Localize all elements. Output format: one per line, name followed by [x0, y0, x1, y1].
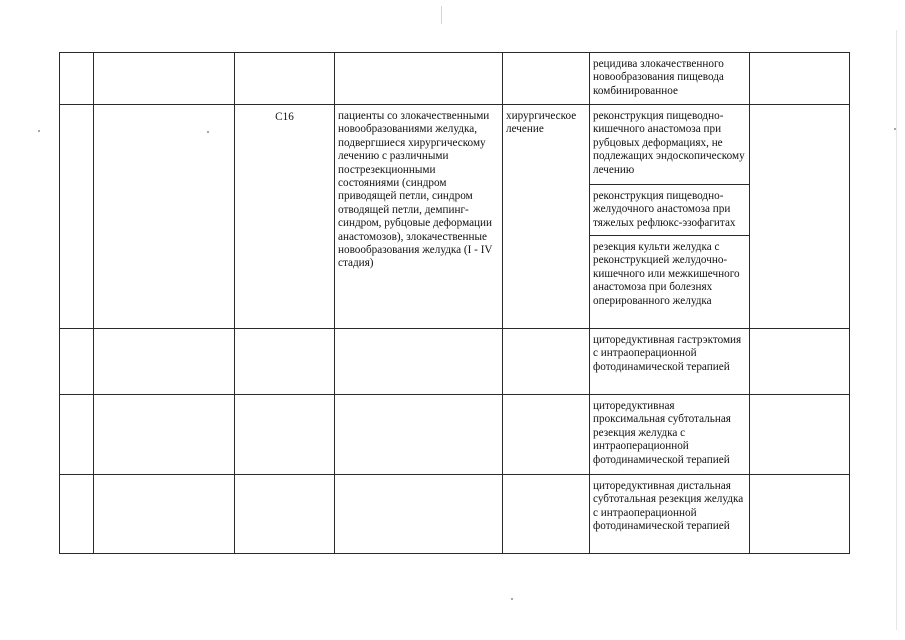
- care-profile-cell: [94, 329, 235, 395]
- standard-cell: [750, 105, 850, 329]
- diagnosis-text: пациенты со злокачественными новообразованиями желудка, подвергшиеся хирургическому лечению с различными пострезекционными состояниями (синдром приводящей петли, синдром отводящей петли, демпинг-синдром, рубцовые деформации анастомозов), злокачественные новообразования желудка (I - IV стадия): [338, 110, 493, 270]
- method-text: циторедуктивная проксимальная субтотальная резекция желудка с интраоперационной фотодинамической терапией: [593, 400, 731, 466]
- scan-fold-line: [441, 6, 442, 24]
- icd-code-cell: [235, 105, 335, 329]
- standard-cell: [750, 329, 850, 395]
- icd-code-cell: [235, 395, 335, 475]
- treatment-type-cell: [503, 329, 590, 395]
- method-cell: [590, 475, 750, 554]
- row-number-cell: [60, 53, 94, 105]
- diagnosis-cell: [335, 395, 503, 475]
- table-row: [60, 53, 850, 105]
- care-profile-cell: [94, 475, 235, 554]
- icd-code-cell: [235, 329, 335, 395]
- row-number-cell: [60, 105, 94, 329]
- method-text: циторедуктивная гастрэктомия с интраоперационной фотодинамической терапией: [593, 334, 742, 373]
- method-text: реконструкция пищеводно-кишечного анастомоза при рубцовых деформациях, не подлежащих эндоскопическому лечению: [593, 110, 745, 176]
- method-cell: [590, 105, 750, 185]
- scan-speck: [38, 130, 40, 132]
- method-cell: [590, 185, 750, 236]
- table-row: [60, 395, 850, 475]
- table-row: [60, 329, 850, 395]
- row-number-cell: [60, 475, 94, 554]
- care-profile-cell: [94, 395, 235, 475]
- table-row: [60, 105, 850, 185]
- treatment-type-cell: [503, 53, 590, 105]
- care-profile-cell: [94, 53, 235, 105]
- icd-code-cell: [235, 475, 335, 554]
- treatment-type-text: хирургическое лечение: [506, 110, 577, 136]
- method-cell: [590, 53, 750, 105]
- method-cell: [590, 329, 750, 395]
- treatment-type-cell: [503, 105, 590, 329]
- method-text: рецидива злокачественного новообразования пищевода комбинированное: [593, 58, 724, 97]
- diagnosis-cell: [335, 105, 503, 329]
- method-text: резекция культи желудка с реконструкцией желудочно-кишечного или межкишечного анастомоза при болезнях оперированного желудка: [593, 241, 740, 307]
- scan-edge-line: [896, 30, 897, 630]
- treatment-type-cell: [503, 475, 590, 554]
- method-text: реконструкция пищеводно-желудочного анастомоза при тяжелых рефлюкс-эзофагитах: [593, 190, 736, 229]
- icd-code: C16: [275, 111, 294, 123]
- diagnosis-cell: [335, 53, 503, 105]
- row-number-cell: [60, 329, 94, 395]
- scan-speck: [511, 598, 513, 600]
- method-cell: [590, 395, 750, 475]
- table-row: [60, 475, 850, 554]
- care-profile-cell: [94, 105, 235, 329]
- method-text: циторедуктивная дистальная субтотальная резекция желудка с интраоперационной фотодинамической терапией: [593, 480, 744, 533]
- procedures-table: [59, 52, 850, 554]
- treatment-type-cell: [503, 395, 590, 475]
- icd-code-cell: [235, 53, 335, 105]
- standard-cell: [750, 395, 850, 475]
- diagnosis-cell: [335, 475, 503, 554]
- method-cell: [590, 236, 750, 329]
- row-number-cell: [60, 395, 94, 475]
- standard-cell: [750, 475, 850, 554]
- diagnosis-cell: [335, 329, 503, 395]
- standard-cell: [750, 53, 850, 105]
